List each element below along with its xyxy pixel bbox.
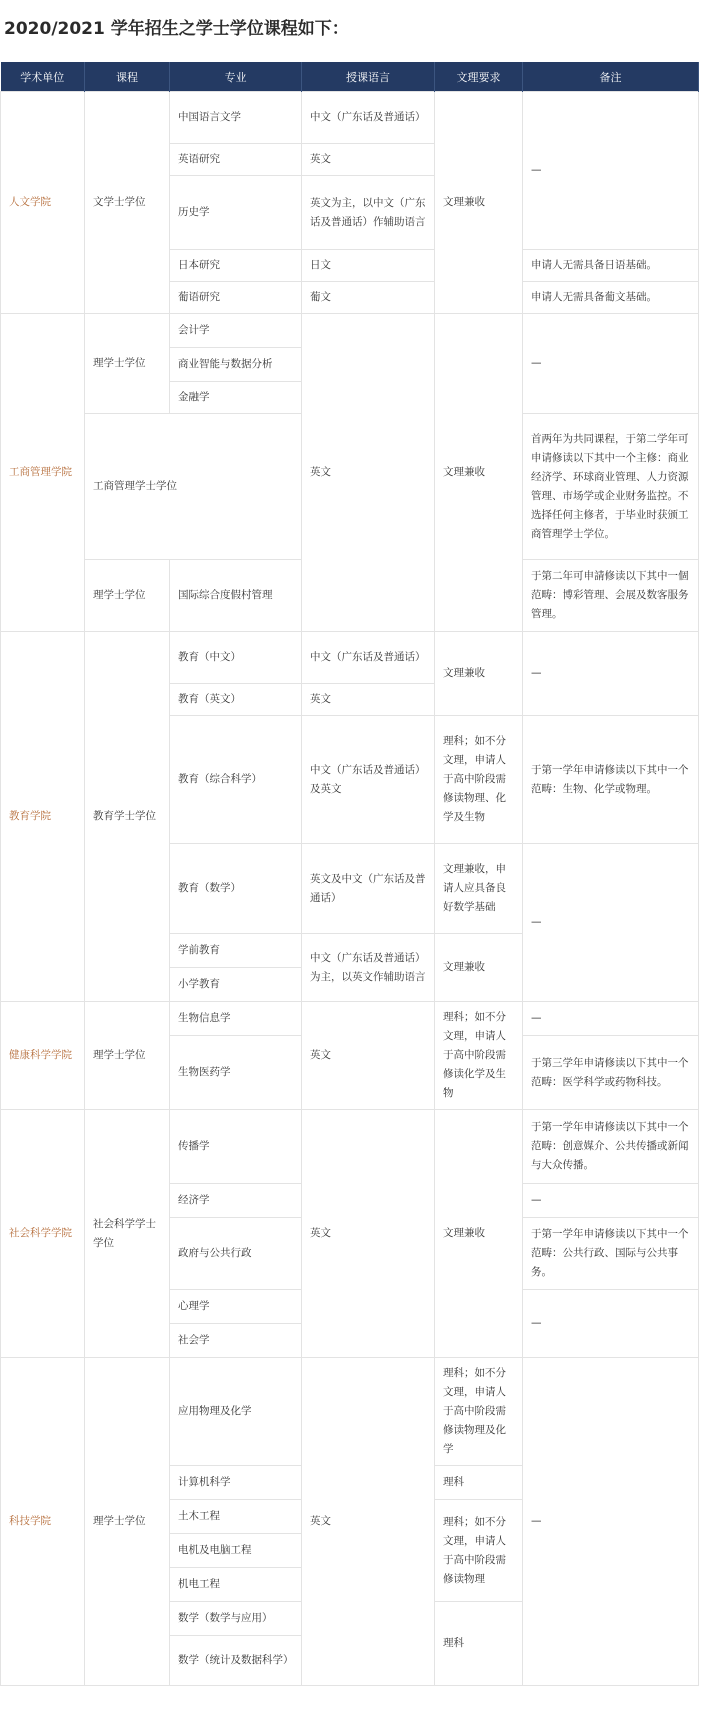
cell-remarks: —	[523, 92, 699, 250]
cell-unit: 科技学院	[1, 1358, 85, 1686]
cell-major: 电机及电脑工程	[170, 1534, 302, 1568]
cell-stream: 文理兼收，申请人应具备良好数学基础	[435, 844, 523, 934]
cell-major: 教育（数学）	[170, 844, 302, 934]
cell-degree: 理学士学位	[85, 1358, 170, 1686]
cell-remarks: 于第二年可申請修读以下其中一個范畴：博彩管理、会展及数客服务管理。	[523, 560, 699, 632]
cell-major: 历史学	[170, 176, 302, 250]
cell-language: 英文	[302, 144, 435, 176]
cell-stream: 文理兼收	[435, 314, 523, 632]
cell-stream: 文理兼收	[435, 934, 523, 1002]
cell-stream: 理科；如不分文理，申请人于高中阶段需修读物理、化学及生物	[435, 716, 523, 844]
cell-language: 中文（广东话及普通话）为主，以英文作辅助语言	[302, 934, 435, 1002]
cell-language: 英文	[302, 314, 435, 632]
cell-major: 应用物理及化学	[170, 1358, 302, 1466]
cell-stream: 理科；如不分文理，申请人于高中阶段需修读物理及化学	[435, 1358, 523, 1466]
cell-remarks: 首两年为共同课程，于第二学年可申请修读以下其中一个主修：商业经济学、环球商业管理、人力资源管理、市场学或企业财务监控。不选择任何主修者，于毕业时获颁工商管理学士学位。	[523, 414, 699, 560]
cell-degree: 文学士学位	[85, 92, 170, 314]
cell-major: 小学教育	[170, 968, 302, 1002]
cell-major: 心理学	[170, 1290, 302, 1324]
cell-stream: 文理兼收	[435, 632, 523, 716]
table-header-row	[1, 62, 699, 92]
cell-language: 英文	[302, 1110, 435, 1358]
table-row	[1, 1110, 699, 1184]
cell-major: 国际综合度假村管理	[170, 560, 302, 632]
cell-remarks: —	[523, 844, 699, 1002]
table-row	[1, 92, 699, 144]
cell-remarks: 于第一学年申请修读以下其中一个范畴：创意媒介、公共传播或新闻与大众传播。	[523, 1110, 699, 1184]
cell-major: 中国语言文学	[170, 92, 302, 144]
cell-unit: 社会科学学院	[1, 1110, 85, 1358]
cell-remarks: 申请人无需具备葡文基础。	[523, 282, 699, 314]
cell-remarks: —	[523, 1290, 699, 1358]
cell-remarks: 申请人无需具备日语基础。	[523, 250, 699, 282]
cell-degree: 理学士学位	[85, 314, 170, 414]
cell-major: 机电工程	[170, 1568, 302, 1602]
cell-major: 学前教育	[170, 934, 302, 968]
cell-language: 中文（广东话及普通话）及英文	[302, 716, 435, 844]
cell-degree: 理学士学位	[85, 1002, 170, 1110]
cell-remarks: —	[523, 1002, 699, 1036]
cell-major: 葡语研究	[170, 282, 302, 314]
cell-remarks: —	[523, 1184, 699, 1218]
table-row	[1, 632, 699, 684]
column-header-major: 专业	[170, 62, 302, 92]
column-header-remarks: 备注	[523, 62, 699, 92]
cell-major: 土木工程	[170, 1500, 302, 1534]
cell-major: 教育（综合科学）	[170, 716, 302, 844]
cell-language: 英文	[302, 684, 435, 716]
cell-remarks: —	[523, 314, 699, 414]
cell-major: 传播学	[170, 1110, 302, 1184]
cell-remarks: 于第一学年申请修读以下其中一个范畴：生物、化学或物理。	[523, 716, 699, 844]
programme-table	[0, 62, 699, 1686]
cell-stream: 理科	[435, 1602, 523, 1686]
cell-remarks: —	[523, 1358, 699, 1686]
column-header-unit: 学术单位	[1, 62, 85, 92]
cell-major: 数学（统计及数据科学）	[170, 1636, 302, 1686]
cell-major: 日本研究	[170, 250, 302, 282]
cell-degree: 理学士学位	[85, 560, 170, 632]
table-row	[1, 1002, 699, 1036]
cell-stream: 理科；如不分文理，申请人于高中阶段需修读化学及生物	[435, 1002, 523, 1110]
cell-remarks: —	[523, 632, 699, 716]
cell-major: 政府与公共行政	[170, 1218, 302, 1290]
cell-language: 中文（广东话及普通话）	[302, 92, 435, 144]
page-title: 2020/2021 学年招生之学士学位课程如下：	[4, 19, 349, 39]
column-header-stream: 文理要求	[435, 62, 523, 92]
cell-major: 教育（英文）	[170, 684, 302, 716]
cell-degree: 工商管理学士学位	[85, 414, 302, 560]
cell-language: 英文	[302, 1002, 435, 1110]
cell-major: 英语研究	[170, 144, 302, 176]
cell-major: 计算机科学	[170, 1466, 302, 1500]
cell-major: 商业智能与数据分析	[170, 348, 302, 382]
cell-major: 社会学	[170, 1324, 302, 1358]
table-row	[1, 1358, 699, 1466]
cell-degree: 社会科学学士学位	[85, 1110, 170, 1358]
cell-language: 英文及中文（广东话及普通话）	[302, 844, 435, 934]
cell-major: 金融学	[170, 382, 302, 414]
cell-remarks: 于第三学年申请修读以下其中一个范畴：医学科学或药物科技。	[523, 1036, 699, 1110]
cell-stream: 理科	[435, 1466, 523, 1500]
cell-major: 经济学	[170, 1184, 302, 1218]
cell-major: 数学（数学与应用）	[170, 1602, 302, 1636]
cell-language: 日文	[302, 250, 435, 282]
table-row	[1, 314, 699, 348]
cell-language: 英文为主，以中文（广东话及普通话）作辅助语言	[302, 176, 435, 250]
cell-unit: 健康科学学院	[1, 1002, 85, 1110]
cell-unit: 人文学院	[1, 92, 85, 314]
cell-degree: 教育学士学位	[85, 632, 170, 1002]
cell-stream: 理科；如不分文理，申请人于高中阶段需修读物理	[435, 1500, 523, 1602]
cell-language: 中文（广东话及普通话）	[302, 632, 435, 684]
cell-unit: 工商管理学院	[1, 314, 85, 632]
cell-remarks: 于第一学年申请修读以下其中一个范畴：公共行政、国际与公共事务。	[523, 1218, 699, 1290]
column-header-language: 授课语言	[302, 62, 435, 92]
cell-stream: 文理兼收	[435, 92, 523, 314]
cell-major: 会计学	[170, 314, 302, 348]
cell-major: 生物医药学	[170, 1036, 302, 1110]
cell-major: 教育（中文）	[170, 632, 302, 684]
cell-language: 英文	[302, 1358, 435, 1686]
column-header-degree: 课程	[85, 62, 170, 92]
cell-unit: 教育学院	[1, 632, 85, 1002]
cell-language: 葡文	[302, 282, 435, 314]
cell-major: 生物信息学	[170, 1002, 302, 1036]
cell-stream: 文理兼收	[435, 1110, 523, 1358]
